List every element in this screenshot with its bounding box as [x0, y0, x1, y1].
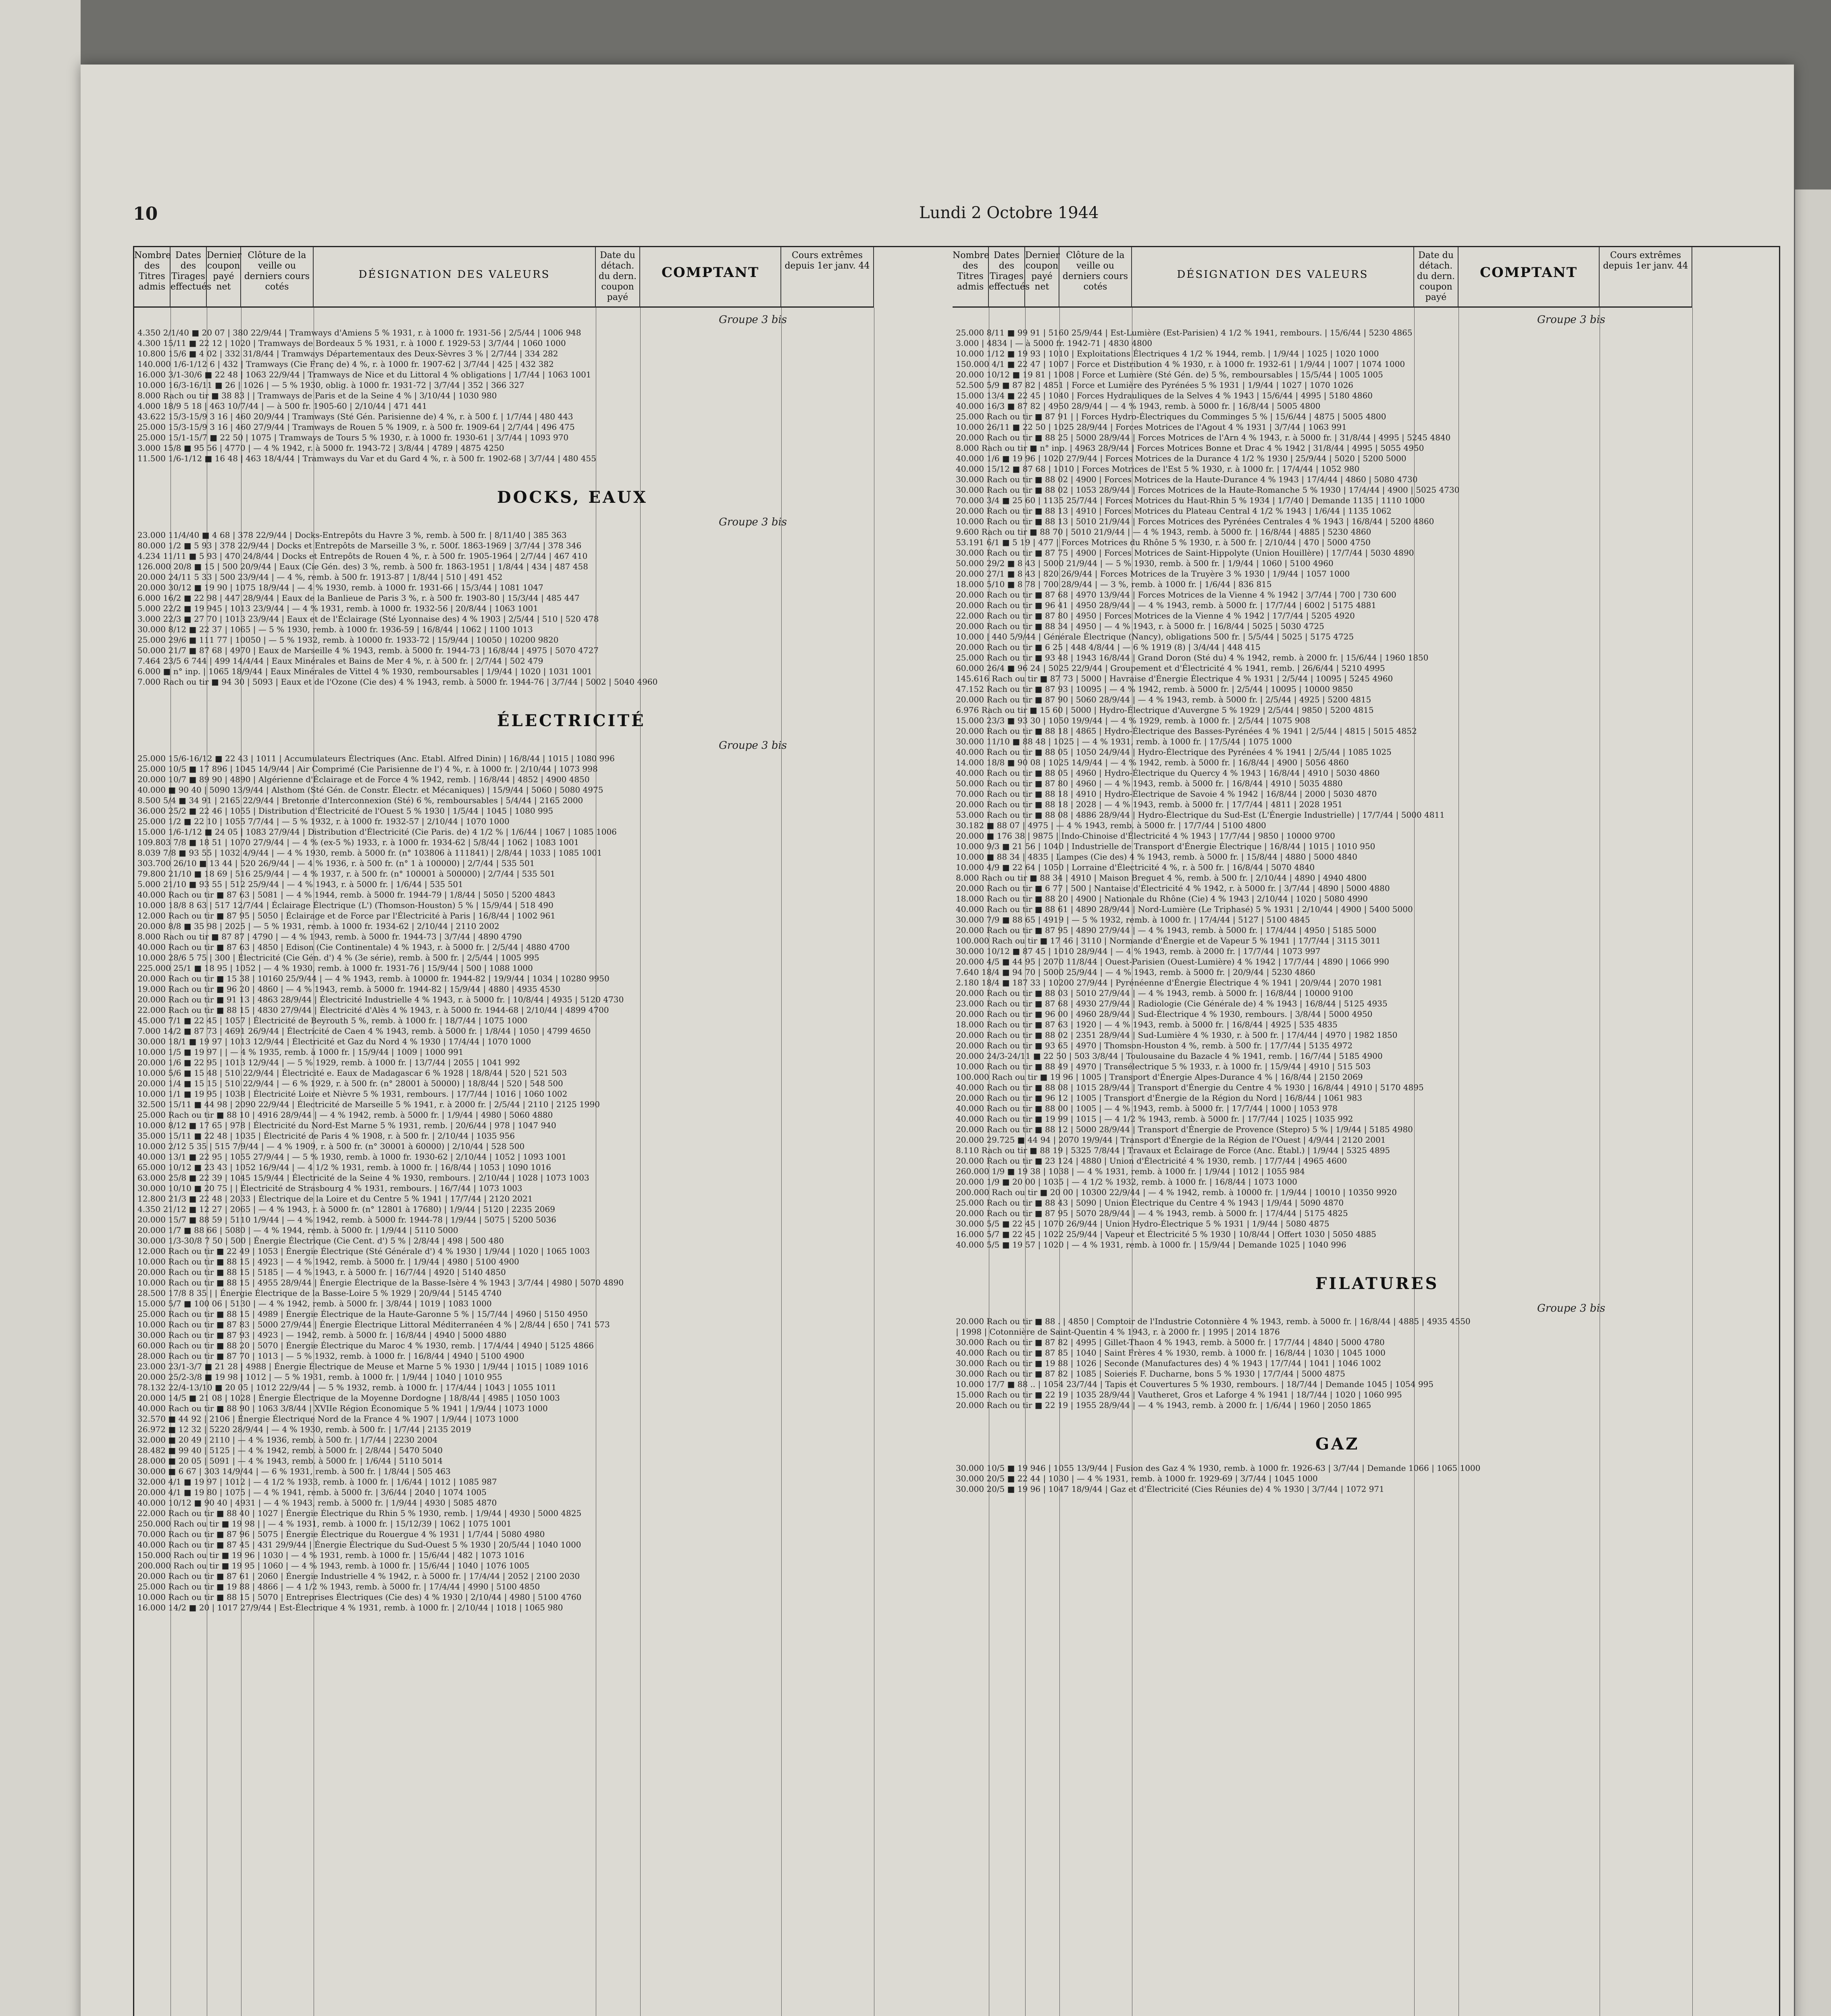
table-row: 20.000 Rach ou tir ■ 22 19 | 1955 28/9/44 | — 4 % 1943, remb. à 2000 fr. | 1/6/44 | 1960 | 2050 1865 [956, 1400, 1371, 1410]
table-row: 145.616 Rach ou tir ■ 87 73 | 5000 | Havraise d'Énergie Électrique 4 % 1931 | 2/5/44 | 10095 | 5245 4960 [956, 674, 1393, 683]
table-row: 4.000 18/9 5 18 | 463 10/7/44 | — à 500 fr. 1905-60 | 2/10/44 | 471 441 [137, 401, 427, 411]
table-row: 200.000 Rach ou tir ■ 19 95 | 1060 | — 4 % 1943, remb. à 1000 fr. | 15/6/44 | 1040 | 1076 1005 [137, 1561, 530, 1570]
table-row: 25.000 Rach ou tir ■ 88 43 | 5090 | Union Électrique du Centre 4 % 1943 | 1/9/44 | 5090 4870 [956, 1198, 1344, 1208]
table-row: 20.000 29.725 ■ 44 94 | 2070 19/9/44 | Transport d'Énergie de la Région de l'Ouest | 4/9/44 | 2120 2001 [956, 1135, 1386, 1145]
table-row: 225.000 25/1 ■ 18 95 | 1052 | — 4 % 1930, remb. à 1000 fr. 1931-76 | 15/9/44 | 500 | 1088 1000 [137, 963, 533, 973]
table-row: 30.182 ■ 88 07 | 4975 | — 4 % 1943, remb. à 5000 fr. | 17/7/44 | 5100 4800 [956, 821, 1266, 830]
table-row: 22.000 Rach ou tir ■ 87 80 | 4950 | Forces Motrices de la Vienne 4 % 1942 | 17/7/44 | 5205 4920 [956, 611, 1355, 621]
table-row: 78.132 22/4-13/10 ■ 20 05 | 1012 22/9/44 | — 5 % 1932, remb. à 1000 fr. | 17/4/44 | 1043 | 1055 1011 [137, 1383, 557, 1392]
table-row: 15.000 13/4 ■ 22 45 | 1040 | Forces Hydrauliques de la Selves 4 % 1943 | 15/6/44 | 4995 | 5180 4860 [956, 391, 1373, 400]
table-row: 9.600 Rach ou tir ■ 88 70 | 5010 21/9/44 | — 4 % 1943, remb. à 5000 fr. | 16/8/44 | 4885 | 5230 4860 [956, 527, 1371, 537]
table-row: 32.570 ■ 44 92 | 2106 | Énergie Électrique Nord de la France 4 % 1907 | 1/9/44 | 1073 1000 [137, 1414, 519, 1424]
table-row: 30.000 20/5 ■ 19 96 | 1047 18/9/44 | Gaz et d'Électricité (Cies Réunies de) 4 % 1930 | 3/7/44 | 1072 971 [956, 1484, 1384, 1494]
table-row: 30.000 Rach ou tir ■ 87 82 | 4995 | Gillet-Thaon 4 % 1943, remb. à 5000 fr. | 17/7/44 | 4840 | 5000 4780 [956, 1337, 1385, 1347]
table-row: 43.622 15/3-15/9 3 16 | 460 20/9/44 | Tramways (Sté Gén. Parisienne de) 4 %, r. à 500 f. | 1/7/44 | 480 443 [137, 412, 573, 421]
table-row: 20.000 Rach ou tir ■ 88 13 | 4910 | Forces Motrices du Plateau Central 4 1/2 % 1943 | 1/6/44 | 1135 1062 [956, 506, 1392, 516]
table-row: 8.039 7/8 ■ 93 55 | 1032 4/9/44 | — 4 % 1930, remb. à 5000 fr. (n° 103806 à 111841) | 2/8/44 | 1033 | 1085 1001 [137, 848, 602, 858]
table-row: 30.000 Rach ou tir ■ 87 93 | 4923 | — 1942, remb. à 5000 fr. | 16/8/44 | 4940 | 5000 4880 [137, 1330, 507, 1340]
table-row: 53.191 6/1 ■ 5 19 | 477 | Forces Motrices du Rhône 5 % 1930, r. à 500 fr. | 2/10/44 | 470 | 5000 4750 [956, 537, 1371, 547]
table-row: 20.000 10/7 ■ 89 90 | 4890 | Algérienne d'Éclairage et de Force 4 % 1942, remb. | 16/8/44 | 4852 | 4900 4850 [137, 775, 590, 784]
column-header-right-date-detach: Date du détach. du dern. coupon payé [1414, 247, 1459, 308]
table-row: 20.000 Rach ou tir ■ 88 25 | 5000 28/9/44 | Forces Motrices de l'Arn 4 % 1943, r. à 5000 fr. | 31/8/44 | 4995 | 5245 4840 [956, 433, 1451, 442]
adjacent-page-edge [1794, 190, 1831, 2016]
table-row: 50.000 29/2 ■ 8 43 | 5000 21/9/44 | — 5 % 1930, remb. à 500 fr. | 1/9/44 | 1060 | 5100 4960 [956, 558, 1334, 568]
table-row: 4.300 15/11 ■ 22 12 | 1020 | Tramways de Bordeaux 5 % 1931, r. à 1000 f. 1929-53 | 3/7/44 | 1060 1000 [137, 338, 566, 348]
table-row: | 1998 | Cotonnière de Saint-Quentin 4 % 1943, r. à 2000 fr. | 1995 | 2014 1876 [956, 1327, 1280, 1337]
table-row: 7.464 23/5 6 744 | 499 14/4/44 | Eaux Minérales et Bains de Mer 4 %, r. à 500 fr. | 2/7/44 | 502 479 [137, 656, 543, 666]
table-row: 8.110 Rach ou tir ■ 88 19 | 5325 7/8/44 | Travaux et Éclairage de Force (Anc. Établ.) | 1/9/44 | 5325 4895 [956, 1145, 1390, 1155]
table-row: 25.000 Rach ou tir ■ 93 48 | 1943 16/8/44 | Grand Doron (Sté du) 4 % 1942, remb. à 2000 fr. | 15/6/44 | 1960 1850 [956, 653, 1429, 662]
table-row: 12.000 Rach ou tir ■ 87 95 | 5050 | Éclairage et de Force par l'Électricité à Paris | 16/8/44 | 1002 961 [137, 911, 556, 921]
table-row: 5.000 22/2 ■ 19 945 | 1013 23/9/44 | — 4 % 1931, remb. à 1000 fr. 1932-56 | 20/8/44 | 1063 1001 [137, 604, 538, 613]
groupe-label: Groupe 3 bis [719, 739, 787, 752]
table-row: 47.152 Rach ou tir ■ 87 93 | 10095 | — 4 % 1942, remb. à 5000 fr. | 2/5/44 | 10095 | 10000 9850 [956, 684, 1353, 694]
groupe-label: Groupe 3 bis [1537, 1302, 1605, 1314]
table-row: 30.000 5/5 ■ 22 45 | 1070 26/9/44 | Union Hydro-Électrique 5 % 1931 | 1/9/44 | 5080 4875 [956, 1219, 1330, 1229]
quotation-rows [956, 1463, 1766, 1494]
table-row: 20.000 Rach ou tir ■ 88 18 | 4865 | Hydro-Électrique des Basses-Pyrénées 4 % 1941 | 2/5/44 | 4815 | 5015 4852 [956, 726, 1417, 736]
page-date: Lundi 2 Octobre 1944 [919, 204, 1099, 222]
table-row: 30.000 Rach ou tir ■ 87 82 | 1085 | Soieries F. Ducharne, bons 5 % 1930 | 17/7/44 | 5000 4875 [956, 1369, 1345, 1379]
column-header-right-dates: Dates des Tirages effectués [989, 247, 1025, 308]
table-row: 12.800 21/3 ■ 22 48 | 2033 | Électrique de la Loire et du Centre 5 % 1941 | 17/7/44 | 2120 2021 [137, 1194, 533, 1204]
table-row: 18.000 Rach ou tir ■ 88 20 | 4900 | Nationale du Rhône (Cie) 4 % 1943 | 2/10/44 | 1020 | 5080 4990 [956, 894, 1368, 904]
table-row: 15.000 5/7 ■ 100 06 | 5130 | — 4 % 1942, remb. à 5000 fr. | 3/8/44 | 1019 | 1083 1000 [137, 1299, 492, 1308]
table-row: 126.000 20/8 ■ 15 | 500 20/9/44 | Eaux (Cie Gén. des) 3 %, remb. à 500 fr. 1863-1951 | 1/8/44 | 434 | 487 458 [137, 562, 588, 571]
table-row: 50.000 21/7 ■ 87 68 | 4970 | Eaux de Marseille 4 % 1943, remb. à 5000 fr. 1944-73 | 16/8/44 | 4975 | 5070 4727 [137, 646, 599, 655]
column-header-right-cloture: Clôture de la veille ou derniers cours cotés [1059, 247, 1132, 308]
table-row: 20.000 24/3-24/11 ■ 22 50 | 503 3/8/44 | Toulousaine du Bazacle 4 % 1941, remb. | 16/7/44 | 5185 4900 [956, 1051, 1383, 1061]
table-row: 22.000 Rach ou tir ■ 88 15 | 4830 27/9/44 | Électricité d'Alès 4 % 1943, r. à 5000 fr. 1944-68 | 2/10/44 | 4899 4700 [137, 1005, 609, 1015]
table-row: 20.000 30/12 ■ 19 90 | 1075 18/9/44 | — 4 % 1930, remb. à 1000 fr. 1931-66 | 15/3/44 | 1081 1047 [137, 583, 543, 592]
quotation-rows [137, 753, 948, 1613]
column-header-left-date-detach: Date du détach. du dern. coupon payé [596, 247, 640, 308]
page-header [133, 204, 1778, 228]
table-row: 8.500 5/4 ■ 34 91 | 2165 22/9/44 | Bretonne d'Interconnexion (Sté) 6 %, remboursables | 5/4/44 | 2165 2000 [137, 796, 583, 805]
table-row: 6.000 ■ n° inp. | 1065 18/9/44 | Eaux Minérales de Vittel 4 % 1930, remboursables | 1/9/44 | 1020 | 1031 1001 [137, 666, 592, 676]
column-header-left-designation: DÉSIGNATION DES VALEURS [314, 247, 596, 308]
table-row: 20.000 Rach ou tir ■ 15 38 | 10160 25/9/44 | — 4 % 1943, remb. à 10000 fr. 1944-82 | 19/9/44 | 1034 | 10280 9950 [137, 974, 610, 983]
table-row: 16.000 14/2 ■ 20 | 1017 27/9/44 | Est-Électrique 4 % 1931, remb. à 1000 fr. | 2/10/44 | 1018 | 1065 980 [137, 1603, 563, 1612]
table-row: 25.000 29/6 ■ 111 77 | 10050 | — 5 % 1932, remb. à 10000 fr. 1933-72 | 15/9/44 | 10050 | 10200 9820 [137, 635, 559, 645]
table-row: 10.000 Rach ou tir ■ 88 15 | 4955 28/9/44 | Énergie Électrique de la Basse-Isère 4 % 1943 | 3/7/44 | 4980 | 5070 4890 [137, 1278, 624, 1287]
table-row: 20.000 1/7 ■ 88 66 | 5080 | — 4 % 1944, remb. à 5000 fr. | 1/9/44 | 5110 5000 [137, 1225, 458, 1235]
table-row: 109.803 7/8 ■ 18 51 | 1070 27/9/44 | — 4 % (ex-5 %) 1933, r. à 1000 fr. 1934-62 | 5/8/44 | 1062 | 1083 1001 [137, 837, 579, 847]
table-row: 8.000 Rach ou tir ■ 87 87 | 4790 | — 4 % 1943, remb. à 5000 fr. 1944-73 | 3/7/44 | 4890 4790 [137, 932, 522, 941]
table-row: 10.000 8/12 ■ 17 65 | 978 | Électricité du Nord-Est Marne 5 % 1931, remb. | 20/6/44 | 978 | 1047 940 [137, 1120, 556, 1130]
table-row: 30.000 10/5 ■ 19 946 | 1055 13/9/44 | Fusion des Gaz 4 % 1930, remb. à 1000 fr. 1926-63 | 3/7/44 | Demande 1066 | 1065 1000 [956, 1463, 1481, 1473]
table-row: 20.000 Rach ou tir ■ 88 02 | 2351 28/9/44 | Sud-Lumière 4 % 1930, r. à 500 fr. | 17/4/44 | 4970 | 1982 1850 [956, 1030, 1398, 1040]
table-row: 30.000 18/1 ■ 19 97 | 1013 12/9/44 | Électricité et Gaz du Nord 4 % 1930 | 17/4/44 | 1070 1000 [137, 1037, 531, 1046]
table-row: 20.000 Rach ou tir ■ 88 03 | 5010 27/9/44 | — 4 % 1943, remb. à 5000 fr. | 16/8/44 | 10000 9100 [956, 988, 1353, 998]
table-row: 20.000 Rach ou tir ■ 87 68 | 4970 13/9/44 | Forces Motrices de la Vienne 4 % 1942 | 3/7/44 | 700 | 730 600 [956, 590, 1396, 600]
table-row: 260.000 1/9 ■ 19 38 | 1038 | — 4 % 1931, remb. à 1000 fr. | 1/9/44 | 1012 | 1055 984 [956, 1166, 1305, 1176]
table-row: 12.000 Rach ou tir ■ 22 49 | 1053 | Énergie Électrique (Sté Générale d') 4 % 1930 | 1/9/44 | 1020 | 1065 1003 [137, 1246, 590, 1256]
page-number: 10 [133, 204, 158, 224]
table-row: 60.000 Rach ou tir ■ 88 20 | 5070 | Énergie Électrique du Maroc 4 % 1930, remb. | 17/4/44 | 4940 | 5125 4866 [137, 1341, 594, 1350]
table-row: 40.000 10/12 ■ 90 40 | 4931 | — 4 % 1943, remb. à 5000 fr. | 1/9/44 | 4930 | 5085 4870 [137, 1498, 497, 1508]
table-row: 150.000 Rach ou tir ■ 19 96 | 1030 | — 4 % 1931, remb. à 1000 fr. | 15/6/44 | 482 | 1073 1016 [137, 1550, 524, 1560]
table-row: 2.180 18/4 ■ 187 33 | 10200 27/9/44 | Pyrénéenne d'Énergie Électrique 4 % 1941 | 20/9/44 | 2070 1981 [956, 978, 1383, 987]
table-row: 25.000 Rach ou tir ■ 88 10 | 4916 28/9/44 | — 4 % 1942, remb. à 5000 fr. | 1/9/44 | 4980 | 5060 4880 [137, 1110, 553, 1120]
table-row: 28.500 17/8 8 35 | | Énergie Électrique de la Basse-Loire 5 % 1929 | 20/9/44 | 5145 4740 [137, 1288, 502, 1298]
table-row: 63.000 25/8 ■ 22 39 | 1045 15/9/44 | Électricité de la Seine 4 % 1930, rembours. | 2/10/44 | 1028 | 1073 1003 [137, 1173, 589, 1183]
table-row: 7.000 Rach ou tir ■ 94 30 | 5093 | Eaux et de l'Ozone (Cie des) 4 % 1943, remb. à 5000 fr. 1944-76 | 3/7/44 | 5002 | 5040 4960 [137, 677, 658, 687]
table-row: 20.000 Rach ou tir ■ 91 13 | 4863 28/9/44 | Électricité Industrielle 4 % 1943, r. à 5000 fr. | 10/8/44 | 4935 | 5120 4730 [137, 995, 624, 1004]
table-row: 20.000 Rach ou tir ■ 88 12 | 5000 28/9/44 | Transport d'Énergie de Provence (Stepro) 5 % | 1/9/44 | 5185 4980 [956, 1125, 1413, 1134]
table-row: 8.000 Rach ou tir ■ n° inp. | 4963 28/9/44 | Forces Motrices Bonne et Drac 4 % 1942 | 31/8/44 | 4995 | 5055 4950 [956, 443, 1424, 453]
table-row: 65.000 10/12 ■ 23 43 | 1052 16/9/44 | — 4 1/2 % 1931, remb. à 1000 fr. | 16/8/44 | 1053 | 1090 1016 [137, 1162, 551, 1172]
table-row: 10.000 Rach ou tir ■ 87 83 | 5000 27/9/44 | Énergie Électrique Littoral Méditerranéen 4 % | 2/8/44 | 650 | 741 573 [137, 1320, 610, 1329]
table-row: 50.000 Rach ou tir ■ 87 80 | 4960 | — 4 % 1943, remb. à 5000 fr. | 16/8/44 | 4910 | 5035 4880 [956, 779, 1343, 788]
table-row: 15.000 23/3 ■ 93 30 | 1050 19/9/44 | — 4 % 1929, remb. à 1000 fr. | 2/5/44 | 1075 908 [956, 716, 1311, 725]
table-row: 20.000 Rach ou tir ■ 87 95 | 5070 28/9/44 | — 4 % 1943, remb. à 5000 fr. | 17/4/44 | 5175 4825 [956, 1208, 1348, 1218]
table-row: 25.000 8/11 ■ 99 91 | 5160 25/9/44 | Est-Lumière (Est-Parisien) 4 1/2 % 1941, rembours. | 15/6/44 | 5230 4865 [956, 328, 1413, 337]
table-row: 6.000 16/2 ■ 22 98 | 447 28/9/44 | Eaux de la Banlieue de Paris 3 %, r. à 500 fr. 1903-80 | 15/3/44 | 485 447 [137, 593, 580, 603]
table-row: 40.000 Rach ou tir ■ 88 61 | 4890 28/9/44 | Nord-Lumière (Le Triphasé) 5 % 1931 | 2/10/44 | 4900 | 5400 5000 [956, 904, 1413, 914]
table-row: 20.000 4/5 ■ 44 95 | 2070 11/8/44 | Ouest-Parisien (Ouest-Lumière) 4 % 1942 | 17/7/44 | 4890 | 1066 990 [956, 957, 1390, 966]
table-row: 40.000 Rach ou tir ■ 87 45 | 431 29/9/44 | Énergie Électrique du Sud-Ouest 5 % 1930 | 20/5/44 | 1040 1000 [137, 1540, 581, 1549]
table-row: 60.000 26/4 ■ 96 24 | 5025 22/9/44 | Groupement et d'Électricité 4 % 1941, remb. | 26/6/44 | 5210 4995 [956, 663, 1385, 673]
table-row: 28.482 ■ 99 40 | 5125 | — 4 % 1942, remb. à 5000 fr. | 2/8/44 | 5470 5040 [137, 1445, 443, 1455]
table-row: 20.000 Rach ou tir ■ 87 95 | 4890 27/9/44 | — 4 % 1943, remb. à 5000 fr. | 17/4/44 | 4950 | 5185 5000 [956, 925, 1377, 935]
table-row: 10.000 ■ 88 34 | 4835 | Lampes (Cie des) 4 % 1943, remb. à 5000 fr. | 15/8/44 | 4880 | 5000 4840 [956, 852, 1357, 862]
table-row: 8.000 Rach ou tir ■ 38 83 | | Tramways de Paris et de la Seine 4 % | 3/10/44 | 1030 980 [137, 391, 497, 400]
table-row: 20.000 4/1 ■ 19 80 | 1075 | — 4 % 1941, remb. à 5000 fr. | 3/6/44 | 2040 | 1074 1005 [137, 1487, 487, 1497]
column-header-left-comptant: COMPTANT [640, 247, 781, 308]
table-row: 10.000 1/1 ■ 19 95 | 1038 | Électricité Loire et Nièvre 5 % 1931, rembours. | 17/7/44 | 1016 | 1060 1002 [137, 1089, 568, 1099]
table-row: 15.000 Rach ou tir ■ 22 19 | 1035 28/9/44 | Vautheret, Gros et Laforge 4 % 1941 | 18/7/44 | 1020 | 1060 995 [956, 1390, 1402, 1400]
table-row: 20.000 Rach ou tir ■ 6 25 | 448 4/8/44 | — 6 % 1919 (8) | 3/4/44 | 448 415 [956, 642, 1261, 652]
column-header-right-nombre: Nombre des Titres admis [953, 247, 989, 308]
table-row: 25.000 Rach ou tir ■ 19 88 | 4866 | — 4 1/2 % 1943, remb. à 5000 fr. | 17/4/44 | 4990 | 5100 4850 [137, 1582, 540, 1591]
table-row: 40.000 Rach ou tir ■ 88 05 | 4960 | Hydro-Électrique du Quercy 4 % 1943 | 16/8/44 | 4910 | 5030 4860 [956, 768, 1380, 778]
table-row: 30.000 10/12 ■ 87 45 | 1010 28/9/44 | — 4 % 1943, remb. à 2000 fr. | 17/7/44 | 1073 997 [956, 946, 1321, 956]
table-row: 20.000 Rach ou tir ■ 96 00 | 4960 28/9/44 | Sud-Électrique 4 % 1930, rembours. | 3/8/44 | 5000 4950 [956, 1009, 1373, 1019]
table-row: 15.000 1/6-1/12 ■ 24 05 | 1083 27/9/44 | Distribution d'Électricité (Cie Paris. de) 4 1/2 % | 1/6/44 | 1067 | 1085 1006 [137, 827, 617, 837]
table-row: 25.000 15/3-15/9 3 16 | 460 27/9/44 | Tramways de Rouen 5 % 1909, r. à 500 fr. 1909-64 | 2/7/44 | 496 475 [137, 422, 575, 432]
table-row: 20.000 10/12 ■ 19 81 | 1008 | Force et Lumière (Sté Gén. de) 5 %, remboursables | 15/5/44 | 1005 1005 [956, 370, 1383, 379]
table-row: 36.000 25/2 ■ 22 46 | 1055 | Distribution d'Électricité de l'Ouest 5 % 1930 | 1/5/44 | 1045 | 1080 995 [137, 806, 553, 816]
table-row: 10.000 Rach ou tir ■ 88 15 | 5070 | Entreprises Électriques (Cie des) 4 % 1930 | 2/10/44 | 4980 | 5100 4760 [137, 1592, 582, 1602]
table-row: 16.000 3/1-30/6 ■ 22 48 | 1063 22/9/44 | Tramways de Nice et du Littoral 4 % obligations | 1/7/44 | 1063 1001 [137, 370, 591, 379]
column-header-right-designation: DÉSIGNATION DES VALEURS [1132, 247, 1414, 308]
table-row: 8.000 Rach ou tir ■ 88 34 | 4910 | Maison Breguet 4 %, remb. à 500 fr. | 2/10/44 | 4890 | 4940 4800 [956, 873, 1367, 883]
table-row: 30.000 20/5 ■ 22 44 | 1030 | — 4 % 1931, remb. à 1000 fr. 1929-69 | 3/7/44 | 1045 1000 [956, 1474, 1318, 1483]
table-row: 20.000 1/9 ■ 20 00 | 1035 | — 4 1/2 % 1932, remb. à 1000 fr. | 16/8/44 | 1073 1000 [956, 1177, 1297, 1187]
quotation-rows [956, 327, 1766, 1250]
column-header-left-cours: Cours extrêmes depuis 1er janv. 44 [781, 247, 874, 308]
table-row: 5.000 21/10 ■ 93 55 | 512 25/9/44 | — 4 % 1943, r. à 5000 fr. | 1/6/44 | 535 501 [137, 879, 463, 889]
table-row: 40.000 Rach ou tir ■ 88 00 | 1005 | — 4 % 1943, remb. à 5000 fr. | 17/7/44 | 1000 | 1053 978 [956, 1104, 1338, 1113]
table-row: 22.000 Rach ou tir ■ 88 40 | 1027 | Énergie Électrique du Rhin 5 % 1930, remb. | 1/9/44 | 4930 | 5000 4825 [137, 1508, 582, 1518]
table-row: 20.000 Rach ou tir ■ 88 18 | 2028 | — 4 % 1943, remb. à 5000 fr. | 17/7/44 | 4811 | 2028 1951 [956, 800, 1343, 809]
table-row: 18.000 Rach ou tir ■ 87 63 | 1920 | — 4 % 1943, remb. à 5000 fr. | 16/8/44 | 4925 | 535 4835 [956, 1020, 1338, 1029]
table-row: 40.000 1/6 ■ 19 96 | 1020 27/9/44 | Forces Motrices de la Durance 4 1/2 % 1930 | 25/9/44 | 5020 | 5200 5000 [956, 454, 1407, 463]
table-row: 7.000 14/2 ■ 87 73 | 4691 26/9/44 | Électricité de Caen 4 % 1943, remb. à 5000 fr. | 1/8/44 | 1050 | 4799 4650 [137, 1026, 591, 1036]
table-row: 26.972 ■ 12 32 | 5220 28/9/44 | — 4 % 1930, remb. à 500 fr. | 1/7/44 | 2135 2019 [137, 1425, 471, 1434]
table-row: 40.000 Rach ou tir ■ 88 90 | 1063 3/8/44 | XVIIe Région Économique 5 % 1941 | 1/9/44 | 1073 1000 [137, 1404, 548, 1413]
quotation-rows [956, 1316, 1766, 1410]
table-row: 32.000 4/1 ■ 19 97 | 1012 | — 4 1/2 % 1933, remb. à 1000 fr. | 1/6/44 | 1012 | 1085 987 [137, 1477, 497, 1487]
table-row: 10.000 Rach ou tir ■ 88 49 | 4970 | Transélectrique 5 % 1933, r. à 1000 fr. | 15/9/44 | 4910 | 515 503 [956, 1062, 1371, 1071]
table-row: 7.640 18/4 ■ 94 70 | 5000 25/9/44 | — 4 % 1943, remb. à 5000 fr. | 20/9/44 | 5230 4860 [956, 967, 1315, 977]
table-row: 20.000 8/8 ■ 35 98 | 2025 | — 5 % 1931, remb. à 1000 fr. 1934-62 | 2/10/44 | 2110 2002 [137, 921, 499, 931]
table-row: 10.000 18/8 8 63 | 517 12/7/44 | Éclairage Électrique (L') (Thomson-Houston) 5 % | 15/9/44 | 518 490 [137, 900, 553, 910]
table-row: 80.000 1/2 ■ 5 93 | 378 22/9/44 | Docks et Entrepôts de Marseille 3 %, r. 500f. 1863-1969 | 3/7/44 | 378 346 [137, 541, 582, 550]
column-header-right-dernier: Dernier coupon payé net [1025, 247, 1059, 308]
table-row: 140.000 1/6-1/12 6 | 432 | Tramways (Cie Franç de) 4 %, r. à 1000 fr. 1907-62 | 3/7/44 | 425 | 432 382 [137, 359, 554, 369]
table-row: 23.000 11/4/40 ■ 4 68 | 378 22/9/44 | Docks-Entrepôts du Havre 3 %, remb. à 500 fr. | 8/11/40 | 385 363 [137, 530, 567, 540]
groupe-label: Groupe 3 bis [1537, 314, 1605, 326]
table-row: 3.000 22/3 ■ 27 70 | 1013 23/9/44 | Eaux et de l'Éclairage (Sté Lyonnaise des) 4 % 1903 | 2/5/44 | 510 | 520 478 [137, 614, 599, 624]
table-row: 40.000 Rach ou tir ■ 87 63 | 4850 | Edison (Cie Continentale) 4 % 1943, r. à 5000 fr. | 2/5/44 | 4880 4700 [137, 942, 570, 952]
table-row: 20.000 Rach ou tir ■ 23 124 | 4880 | Union d'Électricité 4 % 1930, remb. | 17/7/44 | 4965 4600 [956, 1156, 1347, 1166]
section-title: GAZ [1315, 1435, 1360, 1454]
table-row: 10.000 Rach ou tir ■ 88 13 | 5010 21/9/44 | Forces Motrices des Pyrénées Centrales 4 % 1943 | 16/8/44 | 5200 4860 [956, 516, 1434, 526]
table-row: 30.000 10/10 ■ 20 75 | | Électricité de Strasbourg 4 % 1931, rembours. | 16/7/44 | 1073 1003 [137, 1183, 522, 1193]
table-row: 3.000 15/8 ■ 95 56 | 4770 | — 4 % 1942, r. à 5000 fr. 1943-72 | 3/8/44 | 4789 | 4875 4250 [137, 443, 504, 453]
table-row: 23.000 Rach ou tir ■ 87 68 | 4930 27/9/44 | Radiologie (Cie Générale de) 4 % 1943 | 16/8/44 | 5125 4935 [956, 999, 1388, 1008]
table-row: 20.000 14/5 ■ 21 08 | 1028 | Énergie Électrique de la Moyenne Dordogne | 18/8/44 | 4985 | 1050 1003 [137, 1393, 560, 1403]
table-row: 14.000 18/8 ■ 90 08 | 1025 14/9/44 | — 4 % 1942, remb. à 5000 fr. | 16/8/44 | 4900 | 5056 4860 [956, 758, 1349, 767]
table-row: 20.000 Rach ou tir ■ 96 41 | 4950 28/9/44 | — 4 % 1943, remb. à 5000 fr. | 17/7/44 | 6002 | 5175 4881 [956, 600, 1377, 610]
table-row: 25.000 15/6-16/12 ■ 22 43 | 1011 | Accumulateurs Électriques (Anc. Etabl. Alfred Dinin) | 16/8/44 | 1015 | 1080 996 [137, 754, 615, 763]
table-row: 79.800 21/10 ■ 18 69 | 516 25/9/44 | — 4 % 1937, r. à 500 fr. (n° 100001 à 500000) | 2/7/44 | 535 501 [137, 869, 556, 879]
table-row: 18.000 5/10 ■ 8 78 | 700 28/9/44 | — 3 %, remb. à 1000 fr. | 1/6/44 | 836 815 [956, 579, 1272, 589]
table-row: 40.000 13/1 ■ 22 95 | 1055 27/9/44 | — 5 % 1930, remb. à 1000 fr. 1930-62 | 2/10/44 | 1052 | 1093 1001 [137, 1152, 567, 1162]
scan-margin-left [0, 0, 81, 2016]
table-row: 40.000 Rach ou tir ■ 88 08 | 1015 28/9/44 | Transport d'Énergie du Centre 4 % 1930 | 16/8/44 | 4910 | 5170 4895 [956, 1083, 1424, 1092]
table-row: 32.000 ■ 20 49 | 2110 | — 4 % 1936, remb. à 500 fr. | 1/7/44 | 2230 2004 [137, 1435, 438, 1445]
table-row: 11.500 1/6-1/12 ■ 16 48 | 463 18/4/44 | Tramways du Var et du Gard 4 %, r. à 500 fr. 1902-68 | 3/7/44 | 480 455 [137, 454, 596, 463]
table-row: 25.000 1/2 ■ 22 10 | 1055 7/7/44 | — 5 % 1932, r. à 1000 fr. 1932-57 | 2/10/44 | 1070 1000 [137, 816, 510, 826]
table-row: 4.350 21/12 ■ 12 27 | 2065 | — 4 % 1943, r. à 5000 fr. (n° 12801 à 17680) | 1/9/44 | 5120 | 2235 2069 [137, 1204, 555, 1214]
table-row: 30.000 Rach ou tir ■ 88 02 | 1053 28/9/44 | Forces Motrices de la Haute-Romanche 5 % 1930 | 17/4/44 | 4900 | 5025 4730 [956, 485, 1460, 495]
table-row: 10.800 15/6 ■ 4 02 | 332 31/8/44 | Tramways Départementaux des Deux-Sèvres 3 % | 2/7/44 | 334 282 [137, 349, 558, 358]
table-row: 250.000 Rach ou tir ■ 19 98 | | — 4 % 1931, remb. à 1000 fr. | 15/12/39 | 1062 | 1075 1001 [137, 1519, 512, 1529]
table-row: 30.000 1/3-30/8 7 50 | 500 | Énergie Électrique (Cie Cent. d') 5 % | 2/8/44 | 498 | 500 480 [137, 1236, 504, 1245]
table-row: 10.000 4/9 ■ 22 64 | 1050 | Lorraine d'Électricité 4 %, r. à 500 fr. | 16/8/44 | 5070 4840 [956, 862, 1315, 872]
table-row: 303.700 26/10 ■ 13 44 | 520 26/9/44 | — 4 % 1936, r. à 500 fr. (n° 1 à 100000) | 2/7/44 | 535 501 [137, 858, 535, 868]
table-row: 30.000 Rach ou tir ■ 87 75 | 4900 | Forces Motrices de Saint-Hippolyte (Union Houillère) | 17/7/44 | 5030 4890 [956, 548, 1414, 558]
section-title: ÉLECTRICITÉ [497, 711, 646, 730]
table-row: 40.000 5/5 ■ 19 57 | 1020 | — 4 % 1931, remb. à 1000 fr. | 15/9/44 | Demande 1025 | 1040 996 [956, 1240, 1346, 1250]
table-row: 25.000 Rach ou tir ■ 88 15 | 4989 | Énergie Électrique de la Haute-Garonne 5 % | 15/7/44 | 4960 | 5150 4950 [137, 1309, 588, 1319]
table-row: 40.000 Rach ou tir ■ 87 85 | 1040 | Saint Frères 4 % 1930, remb. à 1000 fr. | 16/8/44 | 1030 | 1045 1000 [956, 1348, 1386, 1358]
table-row: 40.000 16/3 ■ 87 82 | 4950 28/9/44 | — 4 % 1943, remb. à 5000 fr. | 16/8/44 | 5005 4800 [956, 401, 1321, 411]
table-row: 40.000 Rach ou tir ■ 87 63 | 5081 | — 4 % 1944, remb. à 5000 fr. 1944-79 | 1/8/44 | 5050 | 5200 4843 [137, 890, 556, 900]
table-row: 20.000 Rach ou tir ■ 87 90 | 5060 28/9/44 | — 4 % 1943, remb. à 5000 fr. | 2/5/44 | 4925 | 5200 4815 [956, 695, 1371, 704]
table-row: 20.000 24/11 5 33 | 500 23/9/44 | — 4 %, remb. à 500 fr. 1913-87 | 1/8/44 | 510 | 491 452 [137, 572, 503, 582]
table-row: 10.000 1/5 ■ 19 97 | | — 4 % 1935, remb. à 1000 fr. | 15/9/44 | 1009 | 1000 991 [137, 1047, 464, 1057]
table-row: 200.000 Rach ou tir ■ 20 00 | 10300 22/9/44 | — 4 % 1942, remb. à 10000 fr. | 1/9/44 | 10010 | 10350 9920 [956, 1187, 1397, 1197]
table-row: 4.234 11/11 ■ 5 93 | 470 24/8/44 | Docks et Entrepôts de Rouen 4 %, r. à 500 fr. 1905-1964 | 2/7/44 | 467 410 [137, 551, 588, 561]
table-row: 30.000 ■ 6 67 | 303 14/9/44 | — 6 % 1931, remb. à 500 fr. | 1/8/44 | 505 463 [137, 1466, 451, 1476]
column-header-left-nombre: Nombre des Titres admis [134, 247, 171, 308]
table-row: 20.000 Rach ou tir ■ 88 15 | 5185 | — 4 % 1943, r. à 5000 fr. | 16/7/44 | 4920 | 5140 4850 [137, 1267, 506, 1277]
table-row: 30.000 11/10 ■ 88 48 | 1025 | — 4 % 1931, remb. à 1000 fr. | 17/5/44 | 1075 1000 [956, 737, 1292, 746]
groupe-label: Groupe 3 bis [719, 314, 787, 326]
table-row: 40.000 Rach ou tir ■ 19 99 | 1015 | — 4 1/2 % 1943, remb. à 5000 fr. | 17/7/44 | 1025 | 1035 992 [956, 1114, 1353, 1124]
table-row: 23.000 23/1-3/7 ■ 21 28 | 4988 | Énergie Électrique de Meuse et Marne 5 % 1930 | 1/9/44 | 1015 | 1089 1016 [137, 1362, 589, 1371]
table-row: 40.000 Rach ou tir ■ 88 05 | 1050 24/9/44 | Hydro-Électrique des Pyrénées 4 % 1941 | 2/5/44 | 1085 1025 [956, 747, 1392, 757]
table-row: 20.000 Rach ou tir ■ 88 34 | 4950 | — 4 % 1943, r. à 5000 fr. | 16/8/44 | 5025 | 5030 4725 [956, 621, 1324, 631]
table-row: 25.000 10/5 ■ 17 896 | 1045 14/9/44 | Air Comprimé (Cie Parisienne de l') 4 %, r. à 1000 fr. | 2/10/44 | 1073 998 [137, 764, 598, 774]
table-row: 100.000 Rach ou tir ■ 19 96 | 1005 | Transport d'Énergie Alpes-Durance 4 % | 16/8/44 | 2150 2069 [956, 1072, 1363, 1082]
table-row: 20.000 27/1 ■ 8 43 | 820 26/9/44 | Forces Motrices de la Truyère 3 % 1930 | 1/9/44 | 1057 1000 [956, 569, 1350, 579]
table-row: 52.500 5/9 ■ 87 82 | 4851 | Force et Lumière des Pyrénées 5 % 1931 | 1/9/44 | 1027 | 1070 1026 [956, 380, 1354, 390]
table-row: 25.000 Rach ou tir ■ 87 91 | | Forces Hydro-Électriques du Comminges 5 % | 15/6/44 | 4875 | 5005 4800 [956, 412, 1386, 421]
table-row: 10.000 | 440 5/9/44 | Générale Électrique (Nancy), obligations 500 fr. | 5/5/44 | 5025 | 5175 4725 [956, 632, 1354, 641]
table-row: 70.000 3/4 ■ 25 60 | 1135 25/7/44 | Forces Motrices du Haut-Rhin 5 % 1934 | 1/7/40 | Demande 1135 | 1110 1000 [956, 496, 1425, 505]
quotation-table [133, 246, 1780, 2016]
table-row: 20.000 Rach ou tir ■ 96 12 | 1005 | Transport d'Énergie de la Région du Nord | 16/8/44 | 1061 983 [956, 1093, 1362, 1103]
table-row: 20.000 1/6 ■ 22 95 | 1013 12/9/44 | — 5 % 1929, remb. à 1000 fr. | 13/7/44 | 2055 | 1041 992 [137, 1058, 520, 1067]
table-row: 10.000 5/6 ■ 15 48 | 510 22/9/44 | Électricité e. Eaux de Madagascar 6 % 1928 | 18/8/44 | 520 | 521 503 [137, 1068, 567, 1078]
table-row: 19.000 Rach ou tir ■ 96 20 | 4860 | — 4 % 1943, remb. à 5000 fr. 1944-82 | 15/9/44 | 4880 | 4935 4530 [137, 984, 561, 994]
table-row: 28.000 Rach ou tir ■ 87 70 | 1013 | — 5 % 1932, remb. à 1000 fr. | 16/8/44 | 4940 | 5100 4900 [137, 1351, 524, 1361]
column-header-left-dates: Dates des Tirages effectués [171, 247, 207, 308]
groupe-label: Groupe 3 bis [719, 516, 787, 528]
table-row: 3.000 | 4834 | — à 5000 fr. 1942-71 | 4830 4800 [956, 338, 1153, 348]
table-row: 28.000 ■ 20 05 | 5091 | — 4 % 1943, remb. à 5000 fr. | 1/6/44 | 5110 5014 [137, 1456, 443, 1466]
table-row: 40.000 15/12 ■ 87 68 | 1010 | Forces Motrices de l'Est 5 % 1930, r. à 1000 fr. | 17/4/44 | 1052 980 [956, 464, 1360, 474]
table-row: 25.000 15/1-15/7 ■ 22 50 | 1075 | Tramways de Tours 5 % 1930, r. à 1000 fr. 1930-61 | 3/7/44 | 1093 970 [137, 433, 569, 442]
quotation-rows [137, 530, 948, 687]
column-header-right-cours: Cours extrêmes depuis 1er janv. 44 [1600, 247, 1692, 308]
table-row: 53.000 Rach ou tir ■ 88 08 | 4886 28/9/44 | Hydro-Électrique du Sud-Est (L'Énergie Industrielle) | 17/7/44 | 5000 4811 [956, 810, 1445, 820]
table-row: 10.000 Rach ou tir ■ 88 15 | 4923 | — 4 % 1942, remb. à 5000 fr. | 1/9/44 | 4980 | 5100 4900 [137, 1257, 519, 1266]
table-row: 32.500 15/11 ■ 44 98 | 2090 22/9/44 | Électricité de Marseille 5 % 1941, r. à 2000 fr. | 2/5/44 | 2110 | 2125 1990 [137, 1100, 600, 1109]
table-row: 20.000 Rach ou tir ■ 88 . | 4850 | Comptoir de l'Industrie Cotonnière 4 % 1943, remb. à 5000 fr. | 16/8/44 | 4885 | 4935 4550 [956, 1316, 1471, 1326]
table-row: 30.000 Rach ou tir ■ 19 88 | 1026 | Seconde (Manufactures des) 4 % 1943 | 17/7/44 | 1041 | 1046 1002 [956, 1358, 1382, 1368]
section-title: FILATURES [1315, 1274, 1439, 1293]
table-row: 20.000 25/2-3/8 ■ 19 98 | 1012 | — 5 % 1931, remb. à 1000 fr. | 1/9/44 | 1040 | 1010 955 [137, 1372, 502, 1382]
table-row: 6.976 Rach ou tir ■ 15 60 | 5000 | Hydro-Électrique d'Auvergne 5 % 1929 | 2/5/44 | 9850 | 5200 4815 [956, 705, 1374, 715]
table-row: 70.000 Rach ou tir ■ 87 96 | 5075 | Énergie Électrique du Rouergue 4 % 1931 | 1/7/44 | 5080 4980 [137, 1529, 545, 1539]
column-header-left-cloture: Clôture de la veille ou derniers cours cotés [241, 247, 314, 308]
table-row: 10.000 9/3 ■ 21 56 | 1040 | Industrielle de Transport d'Énergie Électrique | 16/8/44 | 1015 | 1010 950 [956, 841, 1375, 851]
table-row: 150.000 4/1 ■ 22 47 | 1007 | Force et Distribution 4 % 1930, r. à 1000 fr. 1932-61 | 1/9/44 | 1007 | 1074 1000 [956, 359, 1405, 369]
section-title: DOCKS, EAUX [497, 488, 648, 507]
table-row: 35.000 15/11 ■ 22 48 | 1035 | Électricité de Paris 4 % 1908, r. à 500 fr. | 2/10/44 | 1035 956 [137, 1131, 515, 1141]
table-row: 100.000 Rach ou tir ■ 17 46 | 3110 | Normande d'Énergie et de Vapeur 5 % 1941 | 17/7/44 | 3115 3011 [956, 936, 1381, 946]
table-row: 10.000 16/3-16/11 ■ 26 | 1026 | — 5 % 1930, oblig. à 1000 fr. 1931-72 | 3/7/44 | 352 | 366 327 [137, 380, 524, 390]
table-row: 20.000 Rach ou tir ■ 93 65 | 4970 | Thomson-Houston 4 %, remb. à 500 fr. | 17/7/44 | 5135 4972 [956, 1041, 1353, 1050]
table-row: 70.000 Rach ou tir ■ 88 18 | 4910 | Hydro-Électrique de Savoie 4 % 1942 | 16/8/44 | 2000 | 5030 4870 [956, 789, 1377, 799]
table-row: 10.000 17/7 ■ 88 .. | 1054 23/7/44 | Tapis et Couvertures 5 % 1930, rembours. | 18/7/44 | Demande 1045 | 1054 995 [956, 1379, 1434, 1389]
table-row: 30.000 7/9 ■ 88 65 | 4919 | — 5 % 1932, remb. à 1000 fr. | 17/4/44 | 5127 | 5100 4845 [956, 915, 1310, 925]
column-header-left-dernier: Dernier coupon payé net [207, 247, 241, 308]
table-row: 10.000 26/11 ■ 22 50 | 1025 28/9/44 | Forces Motrices de l'Agout 4 % 1931 | 3/7/44 | 1063 991 [956, 422, 1347, 432]
table-row: 20.000 Rach ou tir ■ 6 77 | 500 | Nantaise d'Électricité 4 % 1942, r. à 5000 fr. | 3/7/44 | 4890 | 5000 4880 [956, 883, 1390, 893]
column-header-right-comptant: COMPTANT [1459, 247, 1600, 308]
table-row: 20.000 1/4 ■ 15 15 | 510 22/9/44 | — 6 % 1929, r. à 500 fr. (n° 28001 à 50000) | 18/8/44 | 520 | 548 500 [137, 1079, 563, 1088]
table-row: 10.000 2/12 5 35 | 515 7/9/44 | — 4 % 1909, r. à 500 fr. (n° 30001 à 60000) | 2/10/44 | 528 500 [137, 1141, 525, 1151]
table-row: 4.350 2/1/40 ■ 20 07 | 380 22/9/44 | Tramways d'Amiens 5 % 1931, r. à 1000 fr. 1931-56 | 2/5/44 | 1006 948 [137, 328, 581, 337]
table-row: 20.000 Rach ou tir ■ 87 61 | 2060 | Énergie Industrielle 4 % 1942, r. à 5000 fr. | 17/4/44 | 2052 | 2100 2030 [137, 1571, 580, 1581]
table-row: 20.000 ■ 176 38 | 9875 | Indo-Chinoise d'Électricité 4 % 1943 | 17/7/44 | 9850 | 10000 9700 [956, 831, 1335, 841]
table-row: 30.000 8/12 ■ 22 37 | 1065 | — 5 % 1930, remb. à 1000 fr. 1936-59 | 16/8/44 | 1062 | 1100 1013 [137, 625, 533, 634]
table-row: 10.000 1/12 ■ 19 93 | 1010 | Exploitations Électriques 4 1/2 % 1944, remb. | 1/9/44 | 1025 | 1020 1000 [956, 349, 1379, 358]
table-row: 20.000 15/7 ■ 88 59 | 5110 1/9/44 | — 4 % 1942, remb. à 5000 fr. 1944-78 | 1/9/44 | 5075 | 5200 5036 [137, 1215, 556, 1225]
table-row: 30.000 Rach ou tir ■ 88 02 | 4900 | Forces Motrices de la Haute-Durance 4 % 1943 | 17/4/44 | 4860 | 5080 4730 [956, 475, 1418, 484]
table-row: 40.000 ■ 90 40 | 5090 13/9/44 | Alsthom (Sté Gén. de Constr. Électr. et Mécaniques) | 15/9/44 | 5060 | 5080 4975 [137, 785, 603, 795]
table-row: 16.000 5/7 ■ 22 45 | 1022 25/9/44 | Vapeur et Électricité 5 % 1930 | 10/8/44 | Offert 1030 | 5050 4885 [956, 1229, 1376, 1239]
table-row: 45.000 7/1 ■ 22 45 | 1057 | Électricité de Beyrouth 5 %, remb. à 1000 fr. | 18/7/44 | 1075 1000 [137, 1016, 528, 1025]
quotation-rows [137, 327, 948, 464]
table-row: 10.000 28/6 5 75 | 300 | Électricité (Cie Gén. d') 4 % (3e série), remb. à 500 fr. | 2/5/44 | 1005 995 [137, 953, 539, 962]
